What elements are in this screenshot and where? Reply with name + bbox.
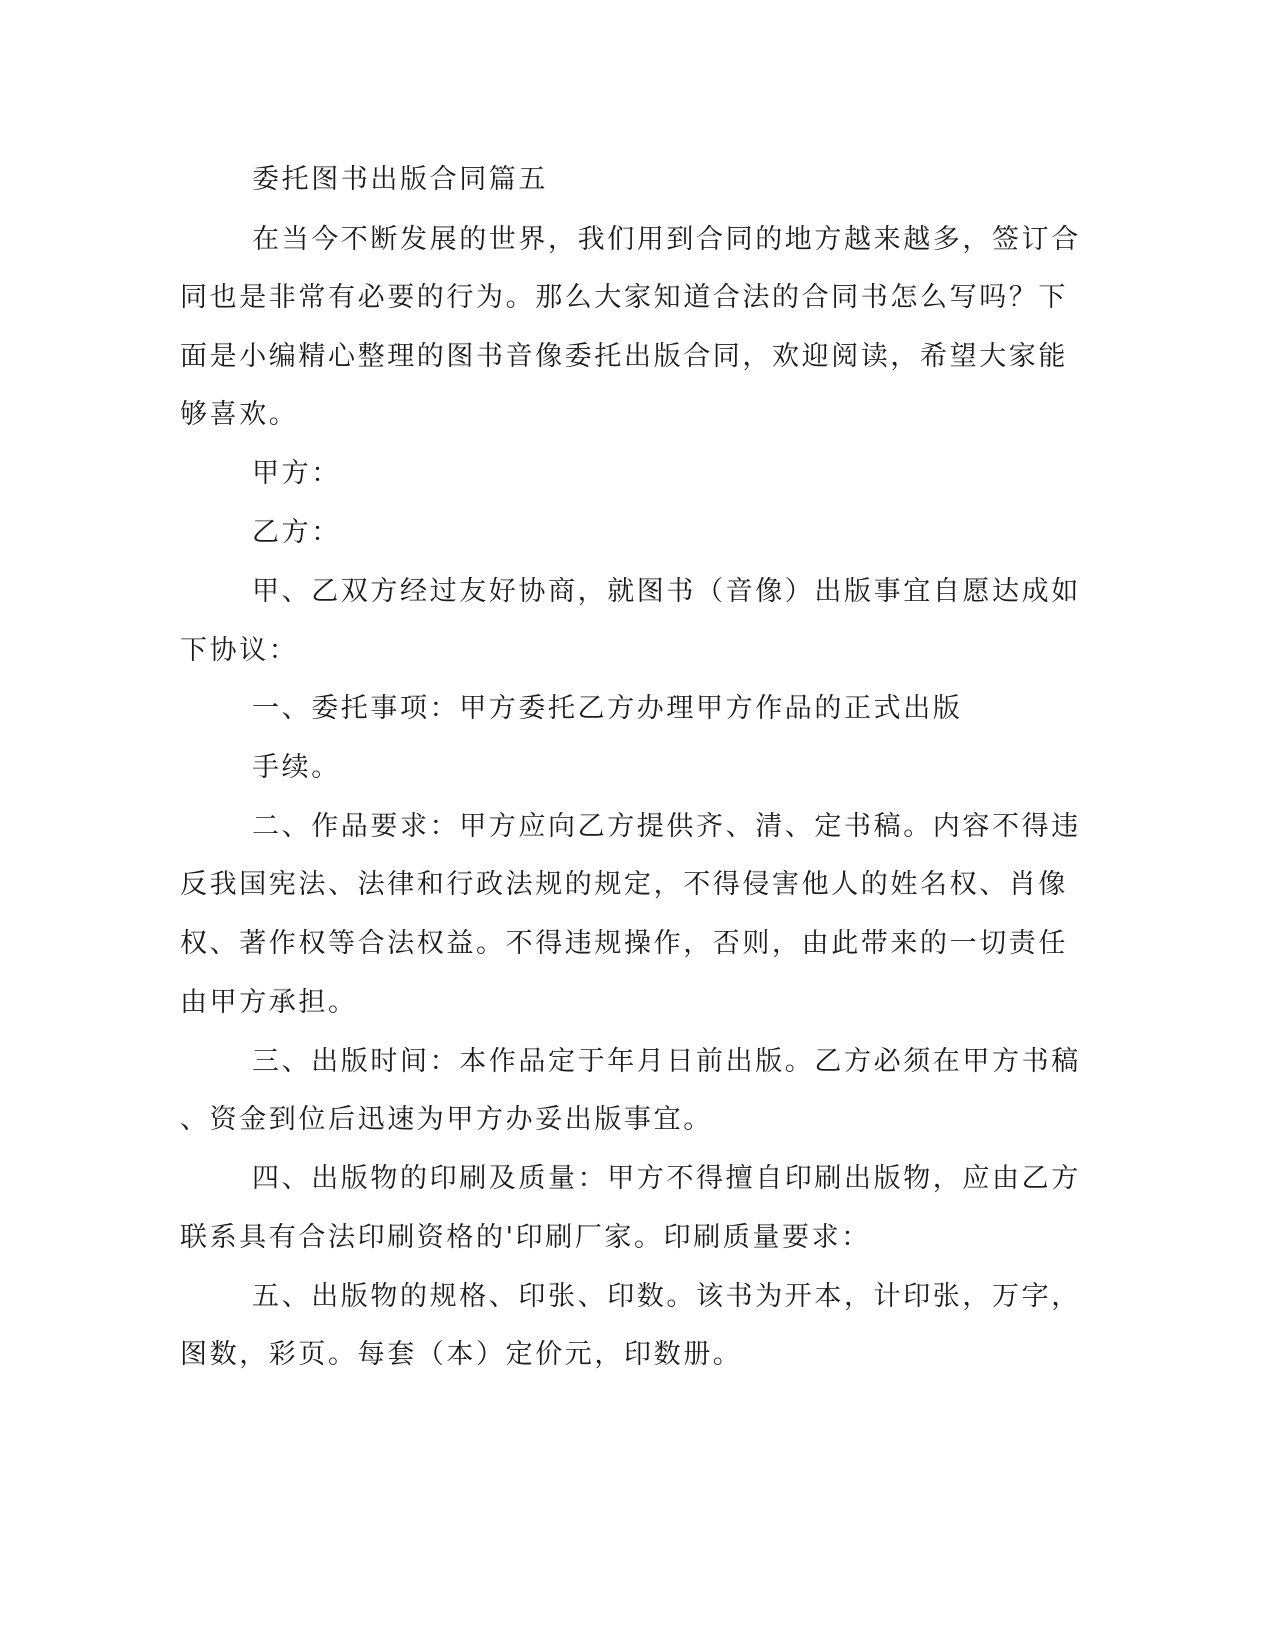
paragraph-line: 够喜欢。 [180,399,299,430]
clause-line: 四、出版物的印刷及质量：甲方不得擅自印刷出版物，应由乙方 [252,1163,1081,1194]
clause-line: 五、出版物的规格、印张、印数。该书为开本，计印张，万字， [252,1281,1081,1312]
document-title: 委托图书出版合同篇五 [252,164,548,195]
party-b-label: 乙方： [252,517,341,548]
paragraph-line: 下协议： [180,635,299,666]
clause-line: 由甲方承担。 [180,987,358,1018]
clause-line: 反我国宪法、法律和行政法规的规定，不得侵害他人的姓名权、肖像 [180,869,1068,900]
clause-line: 一、委托事项：甲方委托乙方办理甲方作品的正式出版 [252,693,963,724]
paragraph-line: 面是小编精心整理的图书音像委托出版合同，欢迎阅读，希望大家能 [180,341,1068,372]
clause-line: 联系具有合法印刷资格的'印刷厂家。印刷质量要求： [180,1222,871,1253]
clause-line: 权、著作权等合法权益。不得违规操作，否则，由此带来的一切责任 [180,928,1068,959]
clause-line: 图数，彩页。每套（本）定价元，印数册。 [180,1339,743,1370]
paragraph-line: 甲、乙双方经过友好协商，就图书（音像）出版事宜自愿达成如 [252,576,1081,607]
clause-line: 三、出版时间：本作品定于年月日前出版。乙方必须在甲方书稿 [252,1046,1081,1077]
clause-line: 、资金到位后迅速为甲方办妥出版事宜。 [180,1104,713,1135]
paragraph-line: 在当今不断发展的世界，我们用到合同的地方越来越多，签订合 [252,224,1081,255]
clause-line: 二、作品要求：甲方应向乙方提供齐、清、定书稿。内容不得违 [252,811,1081,842]
clause-line: 手续。 [252,752,341,783]
paragraph-line: 同也是非常有必要的行为。那么大家知道合法的合同书怎么写吗？下 [180,282,1068,313]
party-a-label: 甲方： [252,458,341,489]
